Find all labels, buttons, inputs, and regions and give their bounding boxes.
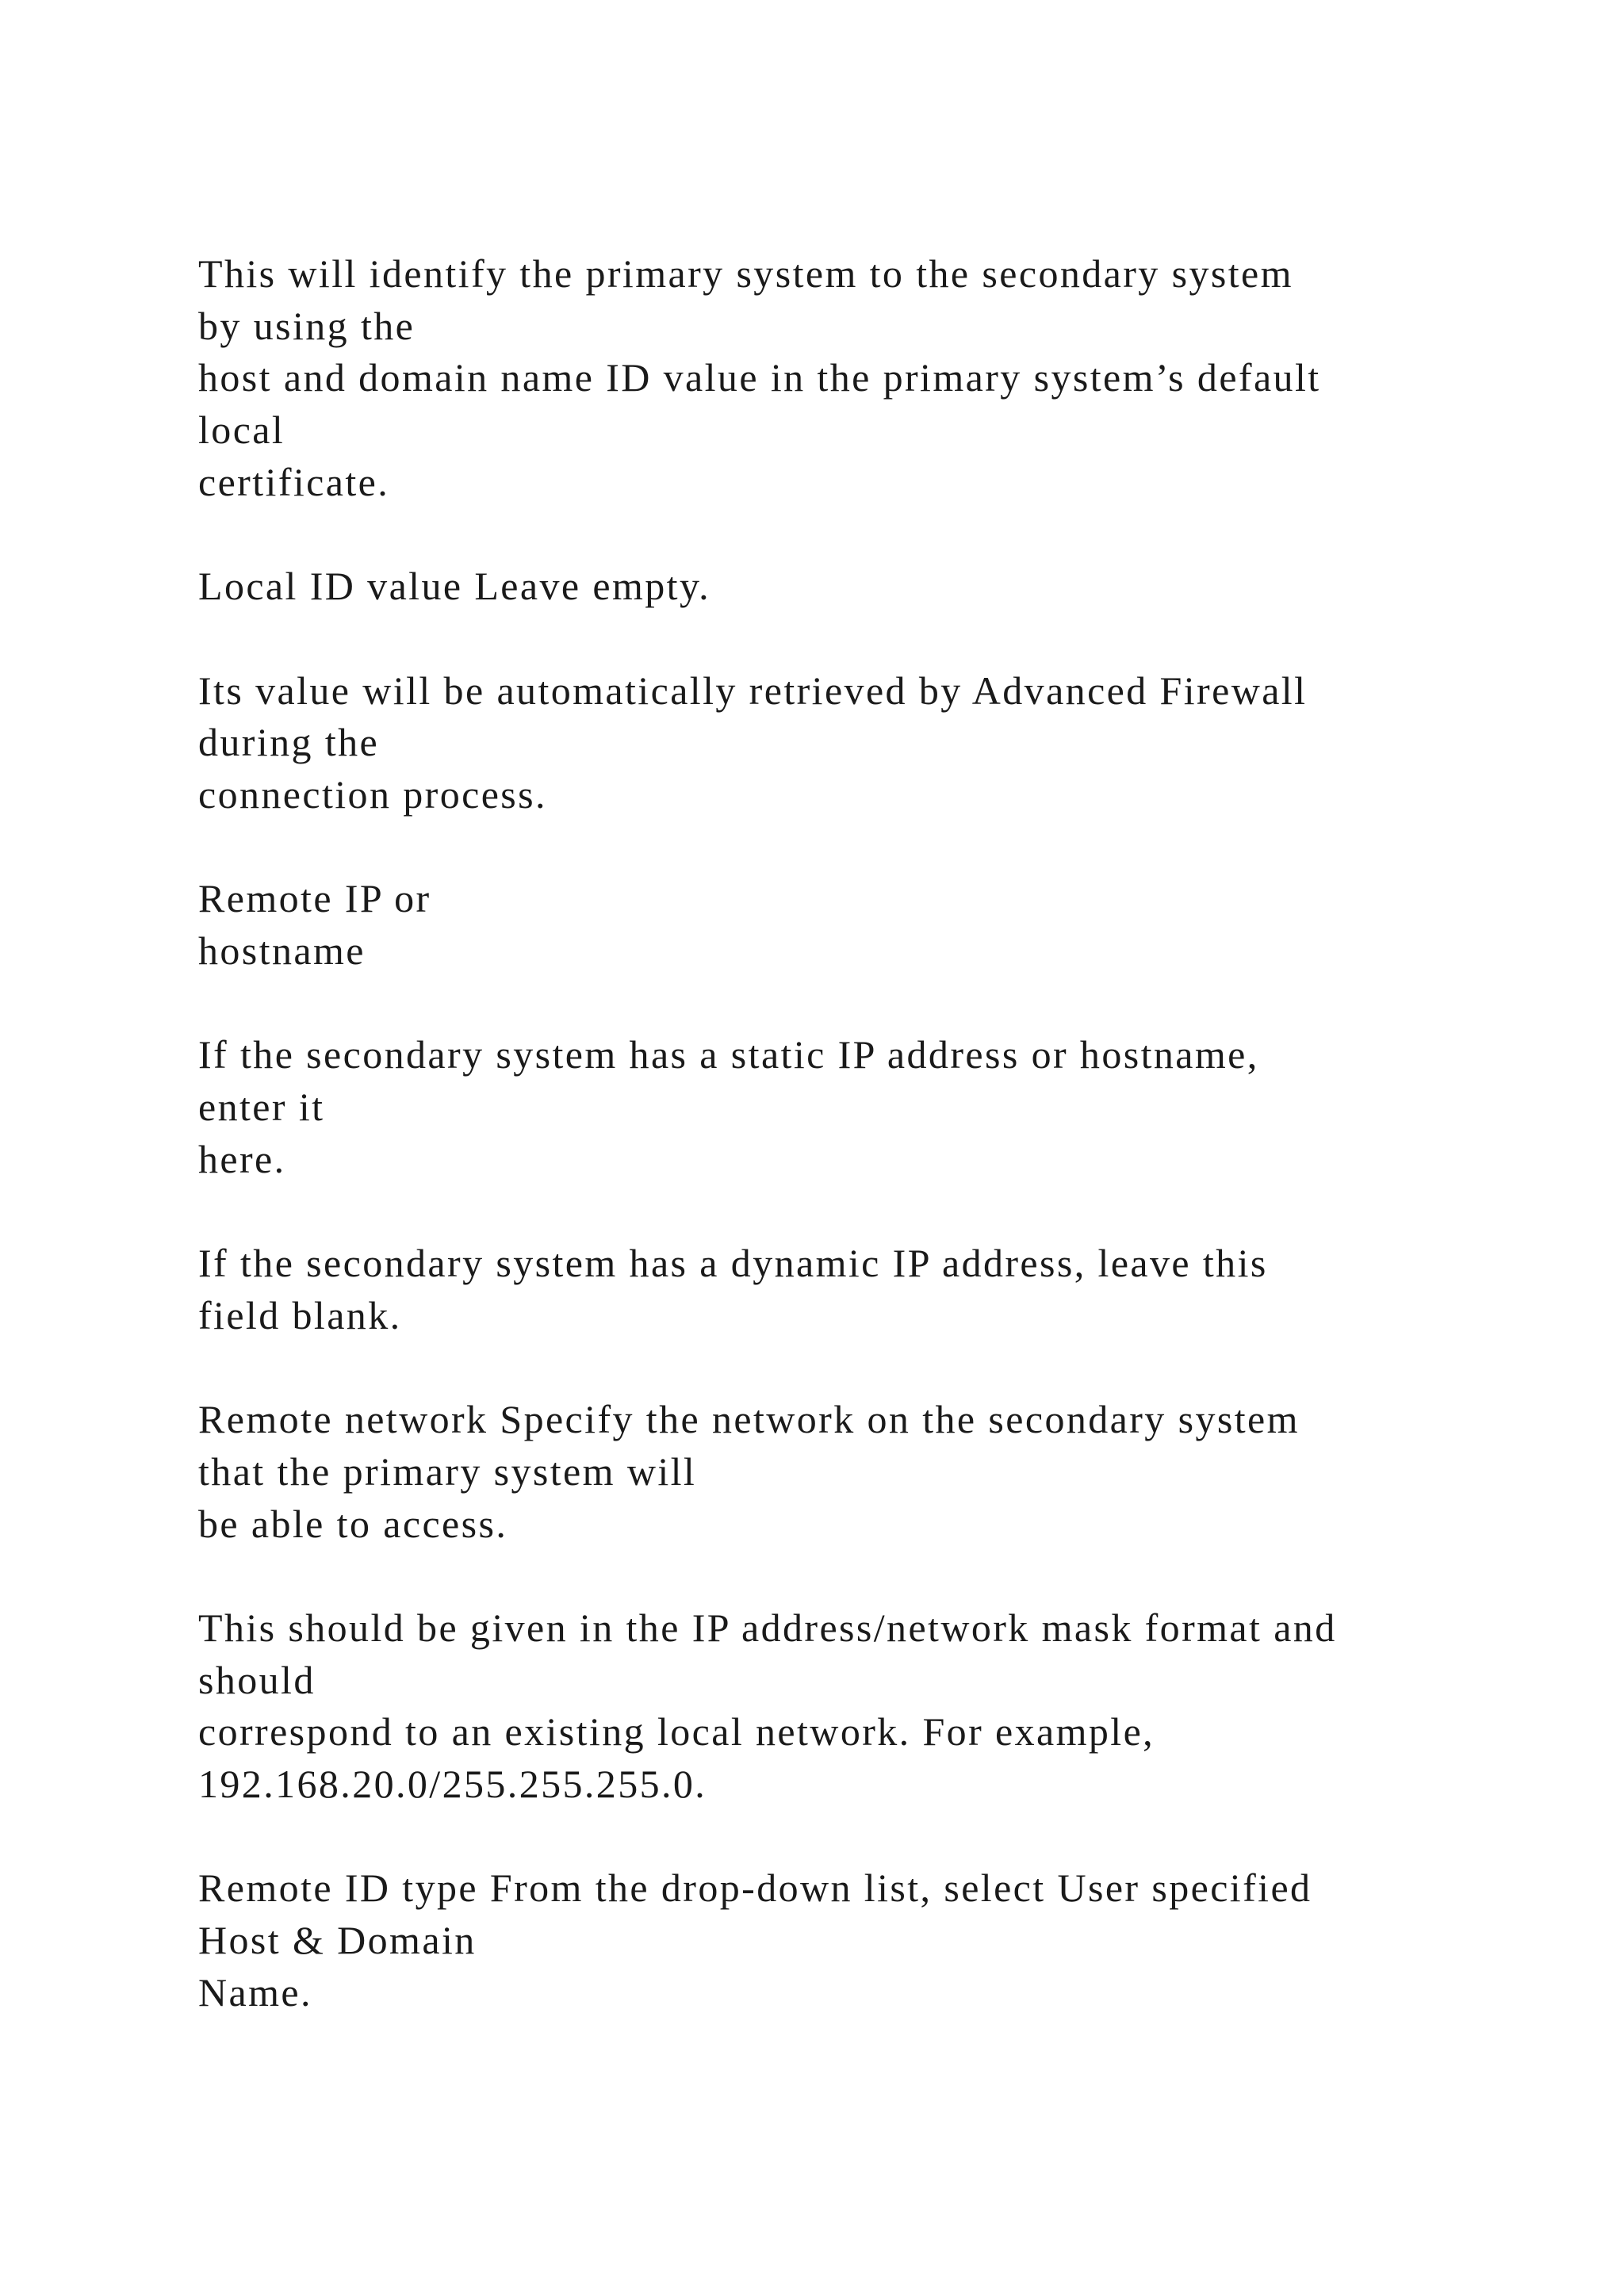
- text-line: If the secondary system has a static IP address or hostname,: [198, 1032, 1259, 1077]
- paragraph-spacer: [198, 1185, 1546, 1238]
- paragraph-spacer: [198, 1811, 1546, 1863]
- text-line: Remote IP or: [198, 876, 431, 921]
- text-line: by using the: [198, 303, 416, 348]
- text-line: correspond to an existing local network. For example,: [198, 1709, 1155, 1755]
- paragraph: [198, 248, 1546, 508]
- text-line: that the primary system will: [198, 1448, 697, 1494]
- text-line: This will identify the primary system to the secondary system: [198, 251, 1293, 296]
- paragraph: [198, 561, 1546, 613]
- paragraph-spacer: [198, 1341, 1546, 1394]
- text-line: host and domain name ID value in the primary system’s default: [198, 355, 1321, 400]
- text-line: If the secondary system has a dynamic IP address, leave this: [198, 1241, 1268, 1286]
- paragraph: [198, 1029, 1546, 1185]
- paragraph: [198, 665, 1546, 821]
- text-line: enter it: [198, 1085, 325, 1129]
- text-line: local: [198, 408, 285, 453]
- text-line: Local ID value Leave empty.: [198, 564, 711, 609]
- text-line: Host & Domain: [198, 1918, 477, 1962]
- text-line: certificate.: [198, 459, 390, 504]
- paragraph: [198, 1602, 1546, 1811]
- text-line: Remote network Specify the network on the secondary system: [198, 1397, 1300, 1442]
- paragraph: [198, 873, 1546, 977]
- paragraph: [198, 1238, 1546, 1341]
- text-line: Name.: [198, 1969, 312, 2015]
- text-line: field blank.: [198, 1292, 402, 1337]
- text-line: This should be given in the IP address/network mask format and: [198, 1605, 1337, 1650]
- paragraph-spacer: [198, 508, 1546, 561]
- document-text: [198, 248, 1546, 2019]
- text-line: should: [198, 1657, 316, 1702]
- paragraph-spacer: [198, 1550, 1546, 1602]
- text-line: hostname: [198, 928, 366, 973]
- text-line: during the: [198, 720, 380, 765]
- text-line: be able to access.: [198, 1501, 508, 1546]
- text-line: 192.168.20.0/255.255.255.0.: [198, 1761, 707, 1806]
- text-line: Remote ID type From the drop-down list, select User specified: [198, 1866, 1312, 1911]
- paragraph-spacer: [198, 978, 1546, 1030]
- paragraph: [198, 1394, 1546, 1550]
- paragraph-spacer: [198, 613, 1546, 665]
- paragraph-spacer: [198, 821, 1546, 874]
- text-line: connection process.: [198, 771, 547, 817]
- text-line: here.: [198, 1136, 286, 1181]
- text-line: Its value will be automatically retrieved by Advanced Firewall: [198, 668, 1308, 713]
- paragraph: [198, 1862, 1546, 2019]
